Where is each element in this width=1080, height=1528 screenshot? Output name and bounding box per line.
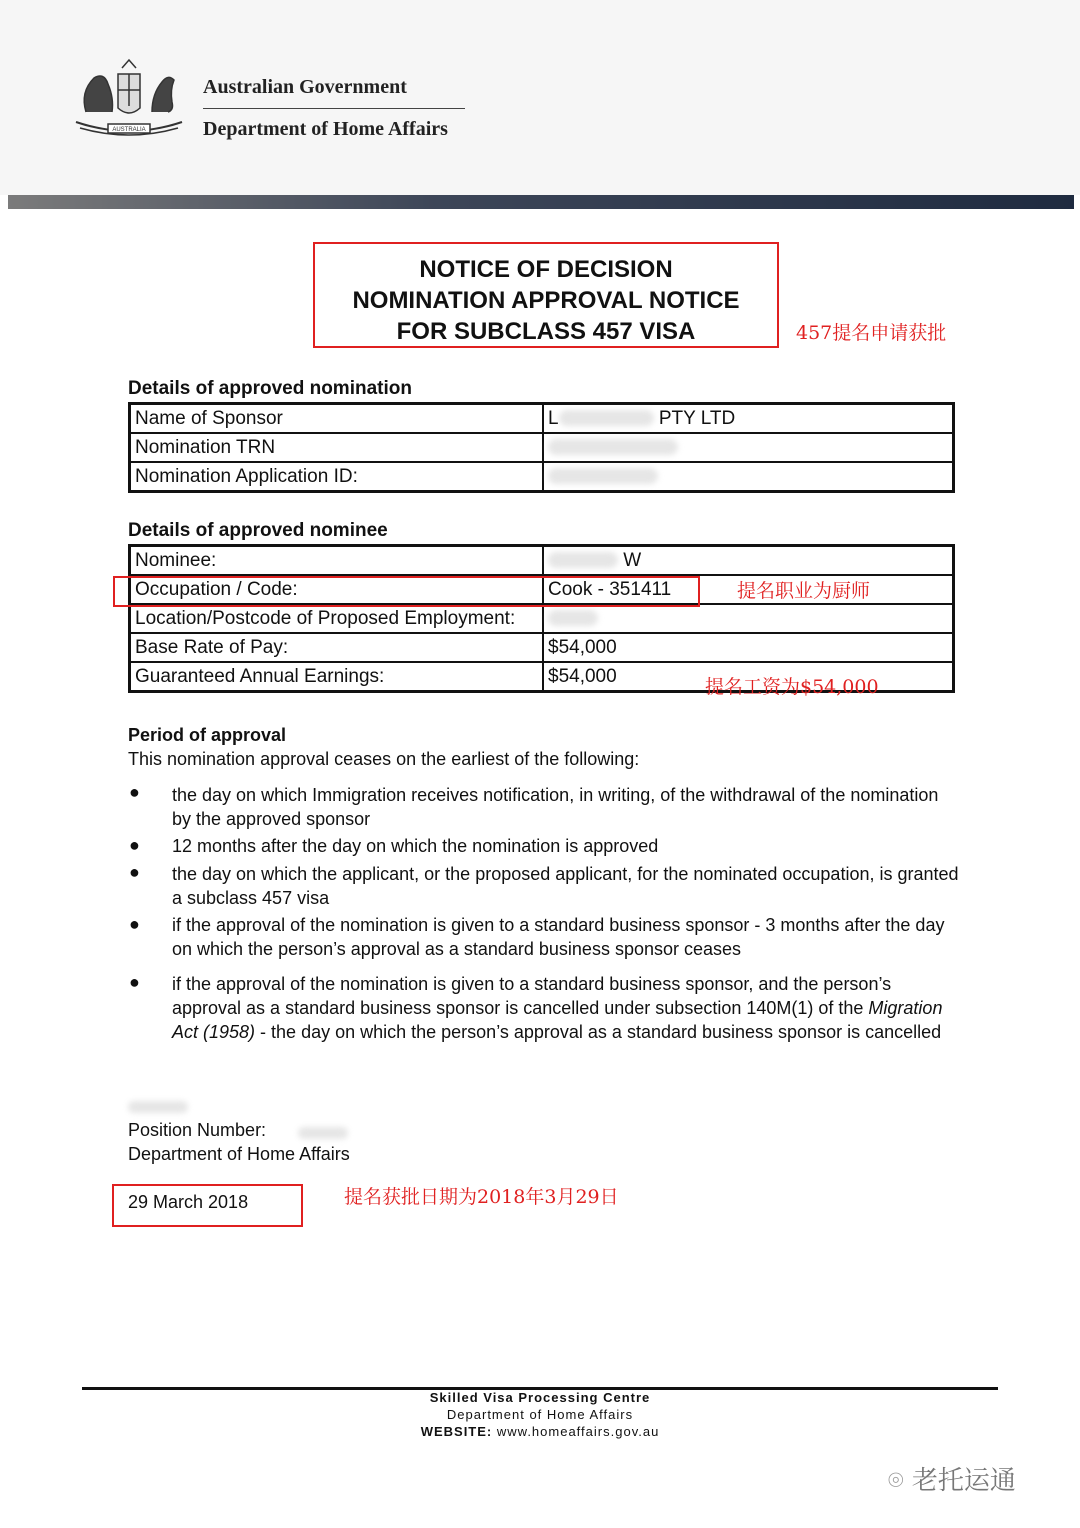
website-url: www.homeaffairs.gov.au bbox=[496, 1424, 660, 1439]
footer-website bbox=[300, 1424, 780, 1439]
title-line-3: FOR SUBCLASS 457 VISA bbox=[396, 318, 696, 345]
nomination-table bbox=[128, 402, 955, 493]
sponsor-value-text: PTY LTD bbox=[658, 407, 736, 429]
nominee-value bbox=[543, 546, 954, 576]
table-row bbox=[130, 604, 954, 633]
base-rate-label: Base Rate of Pay: bbox=[130, 633, 544, 662]
bullet-item-5 bbox=[172, 972, 962, 1044]
nomination-heading: Details of approved nomination bbox=[128, 378, 412, 399]
period-heading: Period of approval bbox=[128, 725, 287, 745]
watermark bbox=[888, 1460, 1016, 1497]
bullet-5-text-a: if the approval of the nomination is given to a standard business sponsor, and the person’s approval as a standard business sponsor is cancelled under subsection 140M(1) of the bbox=[172, 974, 892, 1018]
earnings-label: Guaranteed Annual Earnings: bbox=[130, 662, 544, 692]
date-annotation: 提名获批日期为2018年3月29日 bbox=[344, 1186, 619, 1208]
occupation-label: Occupation / Code: bbox=[130, 575, 544, 604]
sponsor-label: Name of Sponsor bbox=[130, 404, 544, 434]
decision-date: 29 March 2018 bbox=[128, 1192, 249, 1212]
bullet-dot: ● bbox=[129, 862, 140, 882]
period-intro: This nomination approval ceases on the earliest of the following: bbox=[128, 749, 640, 769]
table-row bbox=[130, 546, 954, 576]
nominee-table bbox=[128, 544, 955, 693]
trn-label: Nomination TRN bbox=[130, 433, 544, 462]
title-line-2: NOMINATION APPROVAL NOTICE bbox=[352, 287, 740, 314]
act-name: Migration Act (1958) bbox=[172, 998, 943, 1042]
base-rate-value: $54,000 bbox=[543, 633, 954, 662]
position-number-value bbox=[298, 1124, 348, 1142]
bullet-dot: ● bbox=[129, 972, 140, 992]
bullet-dot: ● bbox=[129, 835, 140, 855]
application-id-value bbox=[543, 462, 954, 492]
nominee-label: Nominee: bbox=[130, 546, 544, 576]
table-row bbox=[130, 462, 954, 492]
title-annotation: 457提名申请获批 bbox=[796, 322, 947, 344]
sponsor-value bbox=[543, 404, 954, 434]
agency-divider bbox=[203, 108, 465, 109]
bullet-item-1: the day on which Immigration receives notification, in writing, of the withdrawal of the nomination by the approved sponsor bbox=[172, 785, 939, 829]
redacted-area bbox=[128, 1101, 188, 1113]
nominee-value-text: W bbox=[623, 549, 642, 571]
nominee-heading: Details of approved nominee bbox=[128, 520, 388, 541]
redacted-area bbox=[548, 552, 618, 568]
bullet-dot: ● bbox=[129, 914, 140, 934]
location-label: Location/Postcode of Proposed Employment: bbox=[130, 604, 544, 633]
redacted-name bbox=[128, 1098, 188, 1116]
watermark-text: 老托运通 bbox=[911, 1466, 1016, 1496]
svg-text:AUSTRALIA: AUSTRALIA bbox=[112, 127, 146, 133]
footer-centre: Skilled Visa Processing Centre bbox=[429, 1390, 651, 1405]
occupation-highlight-box bbox=[113, 576, 700, 607]
redacted-area bbox=[298, 1127, 348, 1139]
signature-department: Department of Home Affairs bbox=[128, 1144, 350, 1164]
redacted-area bbox=[548, 468, 658, 484]
trn-value bbox=[543, 433, 954, 462]
bullet-item-4: if the approval of the nomination is given to a standard business sponsor - 3 months after the day on which the person’s approval as a standard business sponsor ceases bbox=[172, 915, 945, 959]
sponsor-value-prefix: L bbox=[548, 407, 559, 429]
redacted-area bbox=[548, 439, 678, 455]
coat-of-arms-logo bbox=[66, 52, 192, 144]
application-id-label: Nomination Application ID: bbox=[130, 462, 544, 492]
footer-department: Department of Home Affairs bbox=[446, 1407, 634, 1422]
earnings-value: $54,000 bbox=[543, 662, 954, 692]
bullet-item-3: the day on which the applicant, or the proposed applicant, for the nominated occupation, is granted a subclass 457 visa bbox=[172, 864, 959, 908]
department-name: Department of Home Affairs bbox=[203, 118, 448, 140]
redacted-area bbox=[559, 410, 654, 426]
table-row bbox=[130, 433, 954, 462]
wechat-icon: ⌾ bbox=[888, 1466, 904, 1496]
agency-name: Australian Government bbox=[203, 76, 407, 98]
bullet-item-2: 12 months after the day on which the nomination is approved bbox=[172, 836, 659, 856]
bullet-5-text-b: - the day on which the person’s approval as a standard business sponsor is cancelled bbox=[255, 1022, 942, 1042]
table-row bbox=[130, 633, 954, 662]
website-label: WEBSITE: bbox=[420, 1424, 493, 1439]
bullet-dot: ● bbox=[129, 782, 140, 802]
earnings-annotation: 提名工资为$54,000 bbox=[705, 676, 879, 698]
header-bar bbox=[8, 195, 1074, 209]
title-line-1: NOTICE OF DECISION bbox=[419, 256, 673, 283]
occupation-annotation: 提名职业为厨师 bbox=[737, 580, 871, 602]
location-value bbox=[543, 604, 954, 633]
position-number-label: Position Number: bbox=[128, 1120, 267, 1140]
redacted-area bbox=[548, 610, 598, 626]
table-row bbox=[130, 404, 954, 434]
occupation-value: Cook - 351411 bbox=[543, 575, 954, 604]
